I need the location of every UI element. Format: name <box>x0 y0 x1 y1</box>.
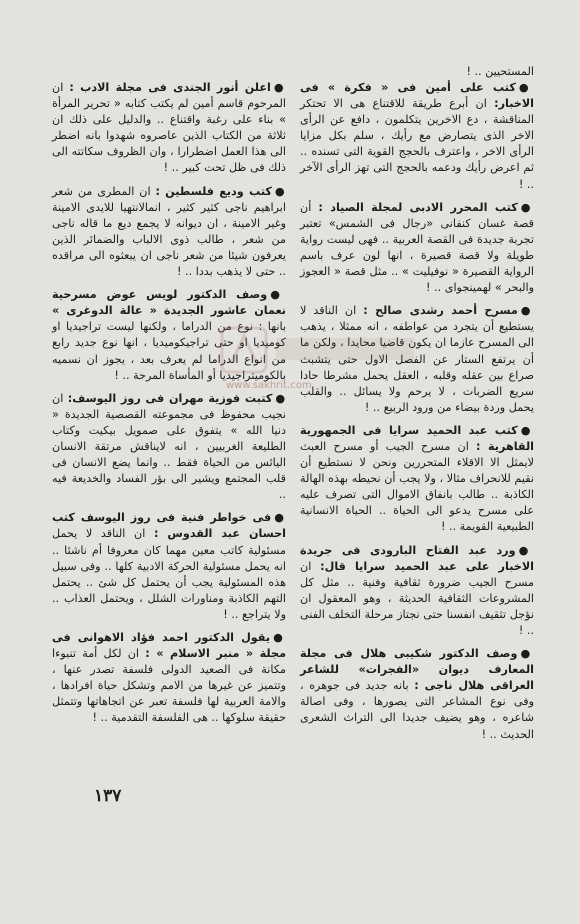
bullet-icon: ● <box>520 423 534 437</box>
bullet-icon: ● <box>520 304 534 318</box>
news-item <box>52 510 286 623</box>
bullet-icon: ● <box>518 81 534 94</box>
news-item <box>300 200 534 297</box>
item-lead: ورد عبد الفتاح البارودى فى جريدة الاخبار على عبد الحميد سرايا قال: <box>300 543 534 573</box>
news-item <box>52 287 286 384</box>
news-item <box>300 543 534 640</box>
item-body: ان مسرح الجيب ضرورة ثقافية وفنية .. مثل كل المشروعات الثقافية الحديثة ، وهو المعقول ان نؤجل تثقيف انفسنا حتى نجتاز مرحلة التخلف الفنى .. ! <box>300 559 534 637</box>
bullet-icon: ● <box>518 543 535 557</box>
item-body: ان الناقد لا يحمل مسئولية كاتب معين مهما كان معروفا أم ناشئا .. انه يحمل مسئولية الحركة الادبية كلها .. وفى سبيل هذه المسئولية يجب أن يحتمل كل شئ .. يحتمل التهم الكاذبة ومناورات الشلل ، ويحتمل العذاب .. ولا يتراجع .. ! <box>52 527 286 621</box>
item-body: ان نجيب محفوظ فى مجموعته القصصية الجديدة « دنيا الله » يتفوق على صمويل بيكيت وكتاب الطليعة الغربيين ، انه لايناقش مرتقة الانسان اليائس من الحياة فقط .. وانما يضع الانسان فى قلب المجتمع ويشير الى بؤر الفساد والخديعة فيه .. <box>52 391 286 502</box>
item-lead: مسرح أحمد رشدى صالح : <box>363 304 518 318</box>
item-body: أن قصة غسان كنفانى «رجال فى الشمس» تعتبر تجربة جديدة فى القصة العربية .. فهى ليست رواية طويلة ولا قصة قصيرة ، انها لون عرف باسم الرواية القصيرة « نوفيليت » .. مثل قصة « العجوز والبحر » لهمينجواى .. ! <box>300 200 534 295</box>
item-body: ان الناقد لا يستطيع أن يتجرد من عواطفه ، انه ممثلا ، يذهب الى المسرح عازما ان يكون قاضيا محايدا ، ولكن ما أن يرتفع الستار عن الفصل الاول حتى يتشبث صراع بين عقله وقلبه ، العقل يحمل مشرطا حادا سريع الضربات ، لا يرحم ولا يسائل .. والقلب يحمل وردة بيضاء من ورود الربيع .. ! <box>300 304 534 414</box>
news-item <box>300 80 534 193</box>
page-number: ١٣٧ <box>94 786 122 806</box>
item-lead: كتبت فوزية مهران فى روز اليوسف: <box>67 391 273 405</box>
item-lead: فى خواطر فنية فى روز اليوسف كتب احسان عبد القدوس : <box>52 511 286 541</box>
column-header-line: المستحيين .. ! <box>466 65 534 78</box>
item-body: ان أبرع طريقة للاقتناع هى الا تحتكر المناقشة ، دع الاخرين يتكلمون ، دافع عن الرأى الاخر الذى يتصارض مع رأيك ، سلم بكل مزايا الرأى الاخر ، واعترف بالحجج القوية التى تسنده .. ثم اعرض رأيك ودعمه بالحجج التى تهز الرأى الآخر .. ! <box>300 97 534 191</box>
bullet-icon: ● <box>520 200 534 214</box>
item-body: بانه جديد فى جوهره ، وفى نوع المشاعر التى يصورها ، وفى اصالة شاعره ، وهو يضيف جديدا الى التراث الشعرى الحديث .. ! <box>300 679 534 741</box>
item-body: ان لكل أمة تنبوءا مكانة فى الصعيد الدولى فلسفة تصدر عنها ، وتتميز عن غيرها من الامم وتشكل حياة افرادها ، والامة العربية لها فلسفة تعبر عن اتجاهاتها وتتمثل حقيقة سلوكها .. هى الفلسفة التقدمية .. ! <box>52 647 286 725</box>
bullet-icon: ● <box>275 391 287 405</box>
item-lead: يقول الدكتور احمد فؤاد الاهوانى فى مجلة « منبر الاسلام » : <box>52 631 286 661</box>
watermark-url: www.sakhrit.com <box>226 380 312 391</box>
news-item <box>300 646 534 743</box>
bullet-icon: ● <box>273 81 286 94</box>
news-item <box>52 184 286 281</box>
item-lead: كتب وديع فلسطين : <box>155 184 272 198</box>
item-lead: وصف الدكتور لويس عوض مسرحية نعمان عاشور الجديدة « عالة الدوغرى » <box>52 288 286 318</box>
item-lead: كتب على أمين فى « فكرة » فى الاخبار: <box>300 81 535 111</box>
news-item <box>300 303 534 416</box>
bullet-icon: ● <box>274 511 286 525</box>
item-body: ان مسرح الجيب أو مسرح العبث لايمثل الا الاقلاء المتحررين ونحن لا نستطيع أن نقيم للانحراف مثالا ، ولا يجب أن نحيطه بهذه الهالة الكاذبة .. طالب بانفاق الاموال التى تصرف عليه على مسرح يدعو الى الحياة .. الحياة الانسانية الطبيعية القويمة .. ! <box>300 439 534 534</box>
bullet-icon: ● <box>273 631 286 644</box>
news-item <box>52 630 286 727</box>
bullet-icon: ● <box>520 647 534 661</box>
item-lead: كتب عبد الحميد سرايا فى الجمهورية القاهرية : <box>300 423 534 453</box>
item-lead: كتب المحرر الادبى لمجلة الصياد : <box>318 200 518 214</box>
news-item <box>52 391 286 504</box>
right-column <box>300 80 534 750</box>
bullet-icon: ● <box>270 288 286 302</box>
bullet-icon: ● <box>274 184 287 198</box>
item-lead: اعلن أنور الجندى فى مجلة الادب : <box>69 81 271 94</box>
left-column <box>52 80 286 734</box>
item-body: ان المرحوم قاسم أمين لم يكتب كتابه « تحرير المرأة » بناء على رغبة واقتناع .. والدليل على ذلك ان ثلاثة من الكتاب الذين عاصروه شهدوا بانه اضطر الى هذا العمل اضطرارا ، وان الظروف سكاتته الى ذلك فى ظل تحت كبير .. ! <box>52 81 286 175</box>
news-item <box>52 80 286 177</box>
item-body: بانها : نوع من الدراما ، ولكنها ليست تراجيديا او كوميديا او حتى تراجيكوميديا ، انها نوع جديد رابع من انواع الدراما لم يعرف بعد ، يجوز ان نسميه بالكوميتراجيديا أو المأساة المرحة .. ! <box>52 320 286 382</box>
news-item <box>300 423 534 536</box>
item-lead: وصف الدكتور شكيبى هلال فى مجلة المعارف ديوان «الفجرات» للشاعر العراقى هلال ناجى : <box>300 647 534 693</box>
item-body: ان المطرى من شعر ابراهيم ناجى كثير كثير ، انمالانتهيا للايدى الامينة وغير الامينة ، ان ديوانه لا يجمع ديع ما قاله ناجى من شعر ، طالب ذوى الالباب والضمائر الذين يعرفون شيئا من شعر ناجى ان يبعثوه الى مراقده .. حتى لا يذهب بددا .. ! <box>52 184 286 279</box>
